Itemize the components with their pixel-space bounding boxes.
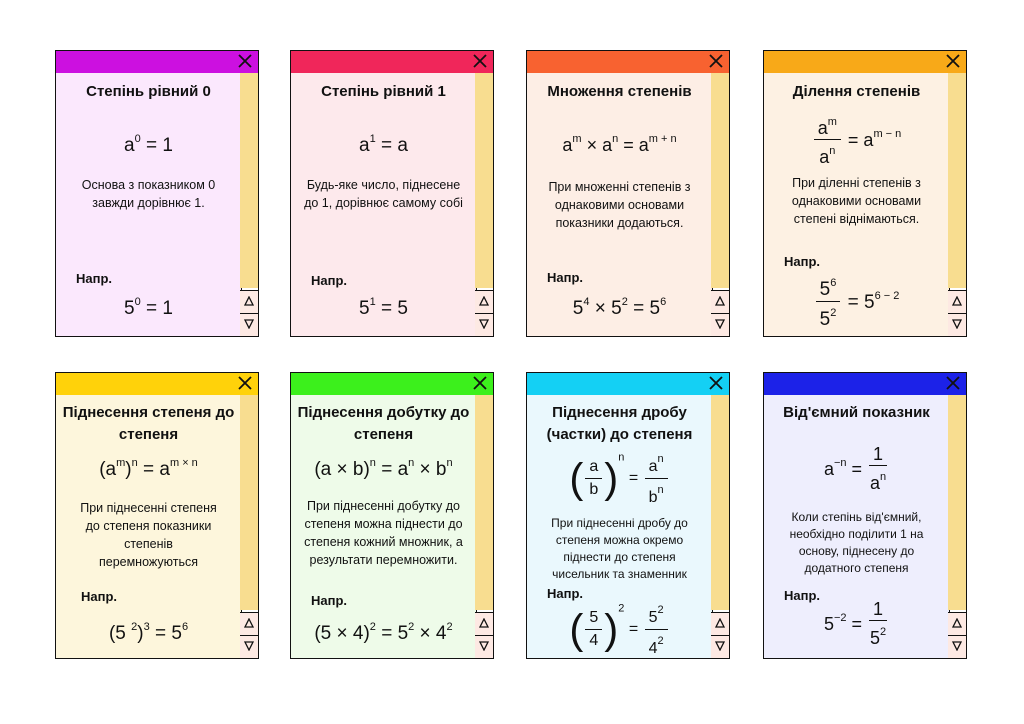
example-label: Напр. xyxy=(547,270,584,285)
card-negative-exponent xyxy=(763,372,967,659)
card-content xyxy=(527,73,713,336)
scrollbar[interactable] xyxy=(240,395,258,658)
scroll-up-icon[interactable] xyxy=(711,612,729,635)
formula: ( $\frac{a}{b}$ )$^n$ = $\frac{a^n}{b^n}$ xyxy=(527,448,712,509)
scroll-track[interactable] xyxy=(240,73,258,288)
formula: $a^{-n}$ = $\frac{1}{a^n}$ xyxy=(823,444,887,493)
titlebar xyxy=(291,51,493,74)
card-title: Множення степенів xyxy=(547,83,692,100)
formula: $a^0 = 1$ xyxy=(124,133,173,156)
scrollbar[interactable] xyxy=(948,73,966,336)
scroll-track[interactable] xyxy=(948,395,966,610)
scroll-track[interactable] xyxy=(711,395,729,610)
scroll-track[interactable] xyxy=(711,73,729,288)
scrollbar[interactable] xyxy=(475,73,493,336)
example-label: Напр. xyxy=(81,589,118,604)
card-content xyxy=(764,395,950,658)
close-icon[interactable] xyxy=(707,374,725,392)
scrollbar[interactable] xyxy=(948,395,966,658)
scroll-down-icon[interactable] xyxy=(475,635,493,658)
example-formula: $(5 \times 4)^2 = 5^2 \times 4^2$ xyxy=(314,621,453,644)
close-icon[interactable] xyxy=(236,52,254,70)
card-power-of-fraction xyxy=(526,372,730,659)
example-formula: $5^1 = 5$ xyxy=(359,296,408,319)
titlebar xyxy=(527,373,729,396)
card-title: Піднесення добутку до степеня xyxy=(297,404,470,443)
scrollbar[interactable] xyxy=(475,395,493,658)
scroll-track[interactable] xyxy=(475,73,493,288)
card-title: Степінь рівний 0 xyxy=(86,83,211,100)
example-label: Напр. xyxy=(311,273,348,288)
description: Коли степінь від'ємний, необхідно поділити 1 на основу, піднесену до додатного степеня xyxy=(789,510,924,575)
description: При піднесенні добутку до степеня можна піднести до степеня кожний множник, а результати перемножити. xyxy=(304,499,463,567)
scroll-up-icon[interactable] xyxy=(948,612,966,635)
close-icon[interactable] xyxy=(236,374,254,392)
formula: $(a^m)^n = a^{m \times n}$ xyxy=(99,457,198,480)
card-title: Піднесення степеня до степеня xyxy=(62,404,235,443)
example-formula: (5 $^2)^3 = 5^6$ xyxy=(108,621,189,644)
example-formula: $5^0 = 1$ xyxy=(124,296,173,319)
scroll-down-icon[interactable] xyxy=(711,635,729,658)
titlebar xyxy=(764,373,966,396)
example-formula: $\frac{5^6}{5^2}$ = $5^{6 - 2}$ xyxy=(764,272,949,331)
description: При піднесенні степеня до степеня показники степенів перемножуються xyxy=(80,501,217,569)
scroll-down-icon[interactable] xyxy=(240,635,258,658)
card-power-of-power xyxy=(55,372,259,659)
close-icon[interactable] xyxy=(944,374,962,392)
description: При множенні степенів з однаковими основами показники додаються. xyxy=(548,180,691,230)
scroll-up-icon[interactable] xyxy=(475,612,493,635)
scroll-track[interactable] xyxy=(240,395,258,610)
close-icon[interactable] xyxy=(471,374,489,392)
close-icon[interactable] xyxy=(944,52,962,70)
card-power-of-product xyxy=(290,372,494,659)
scroll-up-icon[interactable] xyxy=(240,290,258,313)
card-content xyxy=(764,73,950,336)
card-zero-exponent xyxy=(55,50,259,337)
titlebar xyxy=(56,51,258,74)
formula: $\frac{a^m}{a^n}$ = $a^{m - n}$ xyxy=(764,111,949,168)
scroll-up-icon[interactable] xyxy=(948,290,966,313)
close-icon[interactable] xyxy=(707,52,725,70)
scroll-track[interactable] xyxy=(475,395,493,610)
titlebar xyxy=(56,373,258,396)
card-content xyxy=(527,395,713,658)
example-label: Напр. xyxy=(311,593,348,608)
formula: $a^m \times a^n = a^{m + n}$ xyxy=(562,133,677,155)
card-title: Піднесення дробу (частки) до степеня xyxy=(546,404,693,443)
example-formula: $5^{-2}$ = $\frac{1}{5^2}$ xyxy=(823,599,887,648)
example-formula: ( $\frac{5}{4}$ )$^2$ = $\frac{5^2}{4^2}$ xyxy=(527,599,712,660)
card-content xyxy=(56,73,242,336)
card-content xyxy=(291,73,477,336)
description: При діленні степенів з однаковими основами степені віднімаються. xyxy=(791,176,922,226)
scroll-down-icon[interactable] xyxy=(948,635,966,658)
description: При піднесенні дробу до степеня можна окремо піднести до степеня чисельник та знаменник xyxy=(551,516,688,581)
scrollbar[interactable] xyxy=(711,395,729,658)
card-title: Ділення степенів xyxy=(792,83,921,100)
scroll-down-icon[interactable] xyxy=(711,313,729,336)
card-content xyxy=(291,395,477,658)
example-label: Напр. xyxy=(784,588,821,603)
description: Основа з показником 0 завжди дорівнює 1. xyxy=(81,178,216,210)
scroll-up-icon[interactable] xyxy=(711,290,729,313)
card-one-exponent xyxy=(290,50,494,337)
description: Будь-яке число, піднесене до 1, дорівнює самому собі xyxy=(304,178,463,210)
formula: $(a \times b)^n = a^n \times b^n$ xyxy=(314,457,453,480)
card-title: Від'ємний показник xyxy=(783,404,930,421)
example-label: Напр. xyxy=(547,586,584,601)
formula: $a^1 = a$ xyxy=(359,133,408,156)
titlebar xyxy=(764,51,966,74)
example-label: Напр. xyxy=(76,271,113,286)
scroll-down-icon[interactable] xyxy=(948,313,966,336)
scroll-down-icon[interactable] xyxy=(475,313,493,336)
titlebar xyxy=(291,373,493,396)
example-label: Напр. xyxy=(784,254,821,269)
titlebar xyxy=(527,51,729,74)
scroll-down-icon[interactable] xyxy=(240,313,258,336)
scrollbar[interactable] xyxy=(711,73,729,336)
scroll-up-icon[interactable] xyxy=(240,612,258,635)
example-formula: $5^4 \times 5^2 = 5^6$ xyxy=(572,296,667,319)
scrollbar[interactable] xyxy=(240,73,258,336)
card-multiply-powers xyxy=(526,50,730,337)
card-title: Степінь рівний 1 xyxy=(321,83,446,100)
card-content xyxy=(56,395,242,658)
scroll-track[interactable] xyxy=(948,73,966,288)
card-divide-powers xyxy=(763,50,967,337)
scroll-up-icon[interactable] xyxy=(475,290,493,313)
close-icon[interactable] xyxy=(471,52,489,70)
